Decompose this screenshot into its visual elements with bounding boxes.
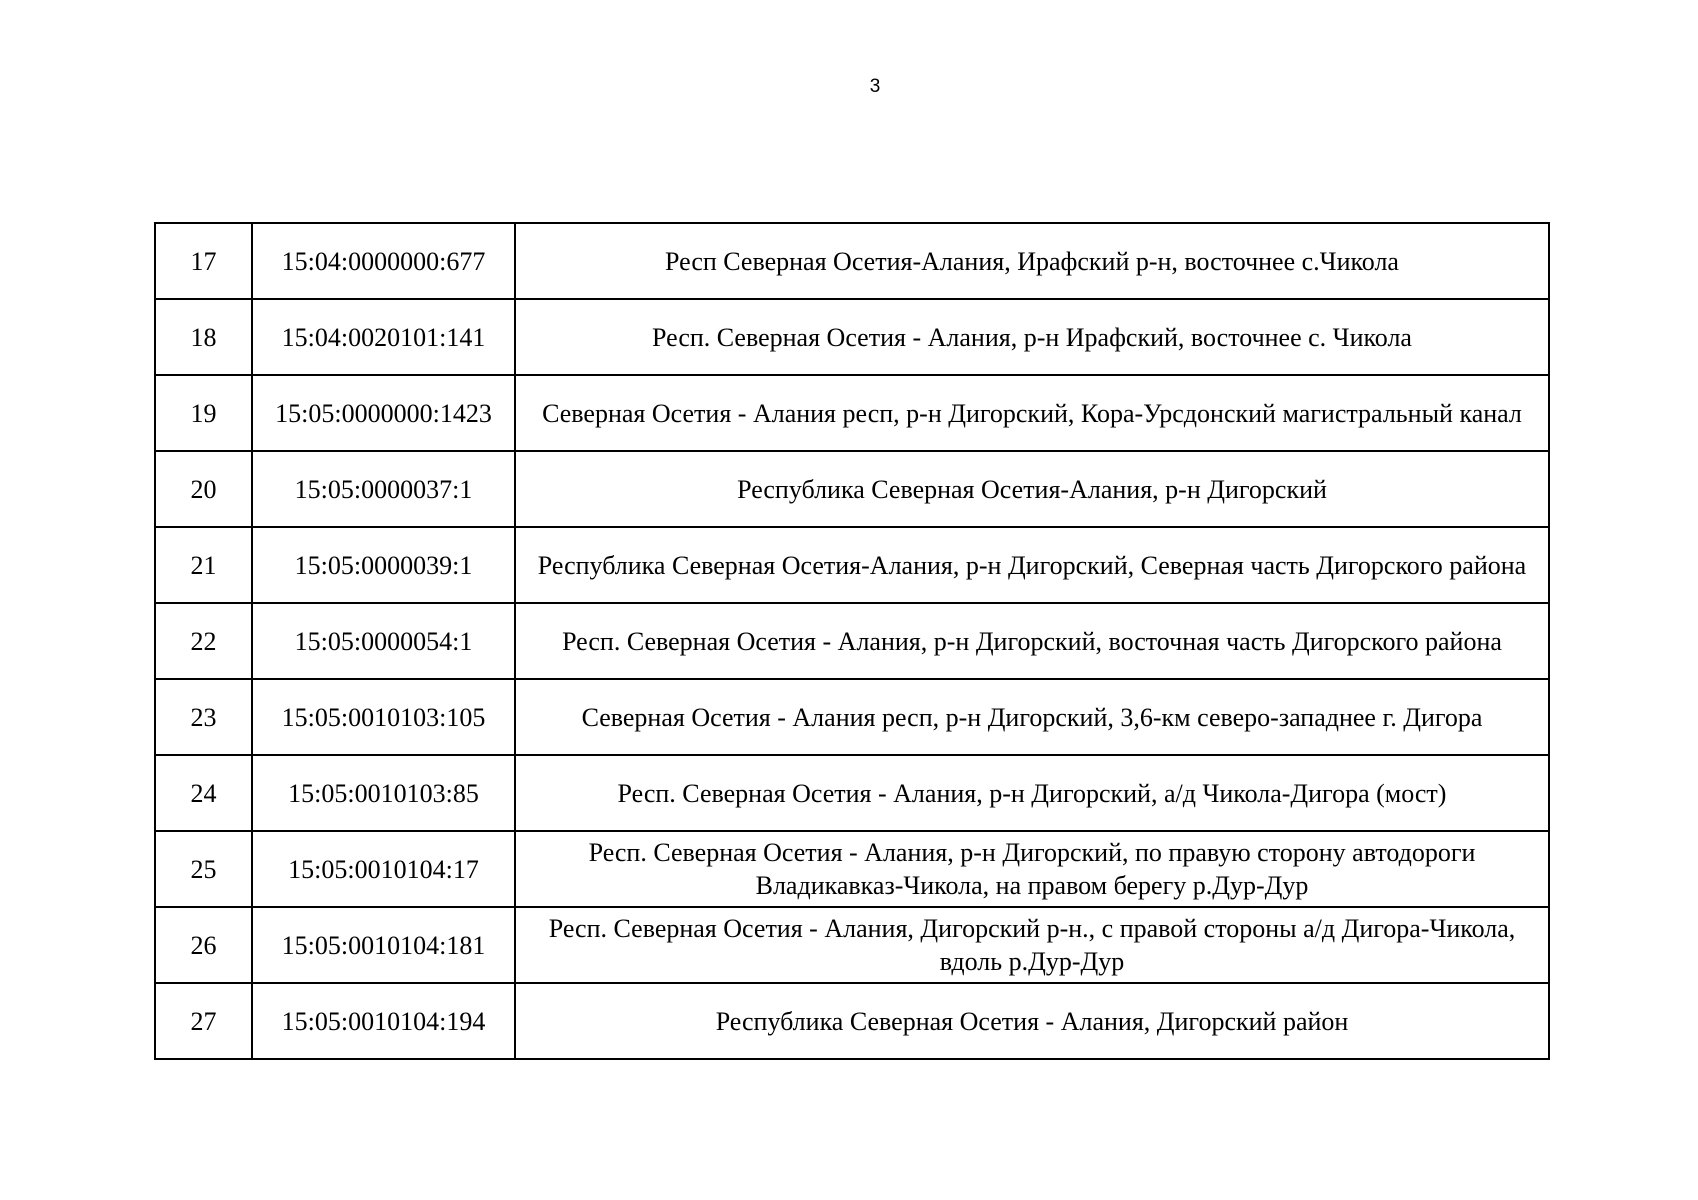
address-cell: Респ Северная Осетия-Алания, Ирафский р-н, восточнее с.Чикола [515,223,1549,299]
cadastral-number-cell: 15:05:0000054:1 [252,603,515,679]
table-row [155,527,1549,603]
table-row [155,299,1549,375]
table-row [155,375,1549,451]
row-number-cell: 25 [155,831,252,907]
cadastral-number-cell: 15:05:0010103:85 [252,755,515,831]
page-number: 3 [869,76,881,97]
address-cell: Республика Северная Осетия-Алания, р-н Дигорский [515,451,1549,527]
cadastral-number-cell: 15:05:0010103:105 [252,679,515,755]
cadastral-number-cell: 15:05:0000039:1 [252,527,515,603]
table-row [155,223,1549,299]
table-row [155,679,1549,755]
cadastral-number-cell: 15:05:0010104:181 [252,907,515,983]
table-row [155,983,1549,1059]
row-number-cell: 17 [155,223,252,299]
cadastral-number-cell: 15:04:0020101:141 [252,299,515,375]
table-row [155,831,1549,907]
address-cell: Респ. Северная Осетия - Алания, р-н Дигорский, восточная часть Дигорского района [515,603,1549,679]
row-number-cell: 22 [155,603,252,679]
table-row [155,907,1549,983]
cadastral-number-cell: 15:04:0000000:677 [252,223,515,299]
row-number-cell: 27 [155,983,252,1059]
cadastral-number-cell: 15:05:0010104:17 [252,831,515,907]
address-cell: Республика Северная Осетия-Алания, р-н Дигорский, Северная часть Дигорского района [515,527,1549,603]
row-number-cell: 24 [155,755,252,831]
address-cell: Северная Осетия - Алания респ, р-н Дигорский, Кора-Урсдонский магистральный канал [515,375,1549,451]
address-cell: Респ. Северная Осетия - Алания, Дигорский р-н., с правой стороны а/д Дигора-Чикола, вдоль р.Дур-Дур [515,907,1549,983]
address-cell: Республика Северная Осетия - Алания, Дигорский район [515,983,1549,1059]
row-number-cell: 21 [155,527,252,603]
row-number-cell: 26 [155,907,252,983]
address-cell: Северная Осетия - Алания респ, р-н Дигорский, 3,6-км северо-западнее г. Дигора [515,679,1549,755]
table-row [155,603,1549,679]
address-cell: Респ. Северная Осетия - Алания, р-н Дигорский, а/д Чикола-Дигора (мост) [515,755,1549,831]
table-row [155,451,1549,527]
cadastral-number-cell: 15:05:0000037:1 [252,451,515,527]
address-cell: Респ. Северная Осетия - Алания, р-н Дигорский, по правую сторону автодороги Владикавказ-Чикола, на правом берегу р.Дур-Дур [515,831,1549,907]
cadastral-number-cell: 15:05:0010104:194 [252,983,515,1059]
row-number-cell: 23 [155,679,252,755]
row-number-cell: 20 [155,451,252,527]
cadastral-number-cell: 15:05:0000000:1423 [252,375,515,451]
table-row [155,755,1549,831]
row-number-cell: 19 [155,375,252,451]
row-number-cell: 18 [155,299,252,375]
land-plots-table [154,222,1550,1060]
address-cell: Респ. Северная Осетия - Алания, р-н Ирафский, восточнее с. Чикола [515,299,1549,375]
